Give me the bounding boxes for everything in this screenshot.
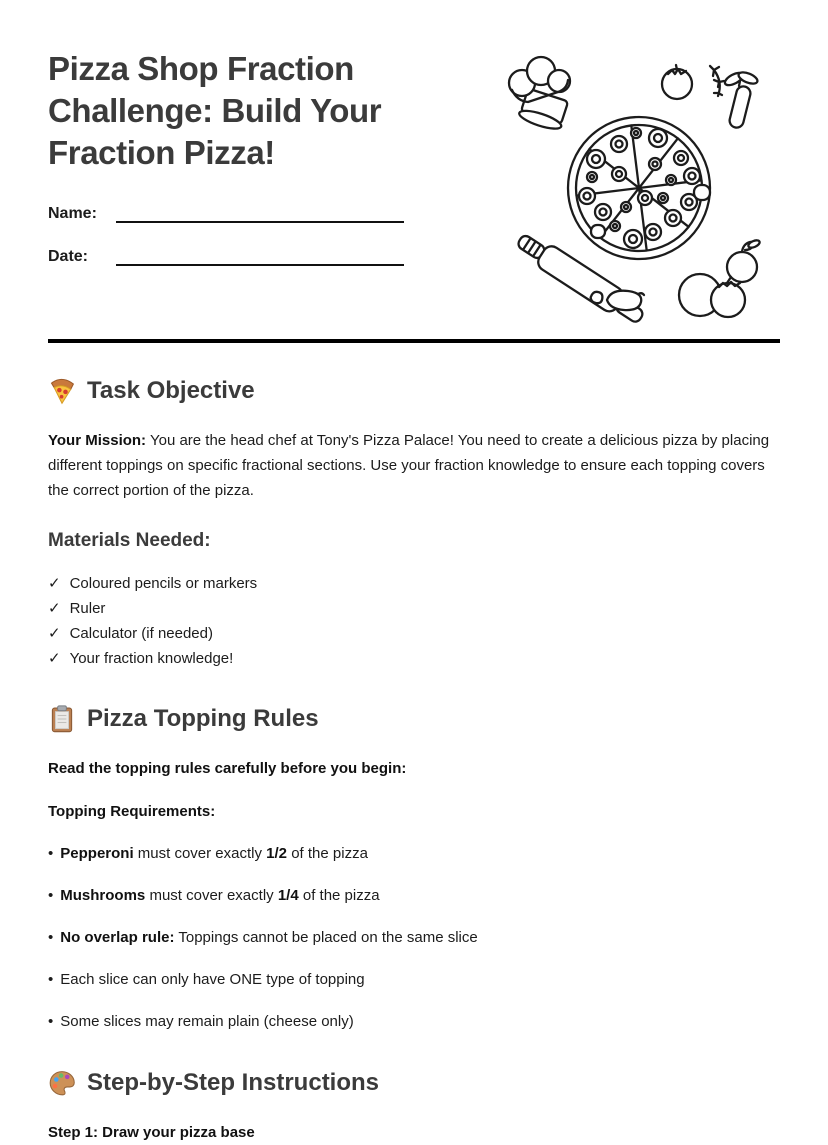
rule-item: • Pepperoni must cover exactly 1/2 of the pizza [48, 841, 780, 866]
herb-sprig-icon [710, 66, 724, 96]
rules-intro: Read the topping rules carefully before you begin: [48, 760, 407, 778]
material-item: ✓ Your fraction knowledge! [48, 646, 780, 671]
palette-icon [48, 1069, 76, 1097]
date-label: Date: [48, 247, 89, 265]
check-icon: ✓ [48, 650, 61, 668]
bullet: • [48, 971, 54, 989]
material-item: ✓ Calculator (if needed) [48, 621, 780, 646]
bullet: • [48, 1013, 54, 1031]
rule-item: • Each slice can only have ONE type of topping [48, 967, 780, 992]
requirements-label: Topping Requirements: [48, 802, 216, 820]
mission-text: You are the head chef at Tony's Pizza Palace! You need to create a delicious pizza by placing different toppings on specific fractional sections. Use your fraction knowledge to ensure each topping covers the correct portion of the pizza. [48, 432, 770, 500]
tomato-icon [662, 65, 692, 99]
date-field-row [48, 244, 493, 266]
topping-rules-heading: Pizza Topping Rules [48, 705, 780, 733]
rules-list [48, 841, 780, 1035]
apple-icon [727, 239, 761, 282]
date-input-line[interactable] [116, 244, 404, 266]
section-divider [48, 339, 780, 343]
eggplant-icon [589, 290, 644, 310]
instructions-heading: Step-by-Step Instructions [48, 1069, 780, 1097]
clipboard-icon [48, 705, 76, 733]
material-item: ✓ Ruler [48, 596, 780, 621]
rule-item: • No overlap rule: Toppings cannot be placed on the same slice [48, 925, 780, 950]
mission-label: Your Mission: [48, 432, 147, 449]
material-item: ✓ Coloured pencils or markers [48, 571, 780, 596]
title-column [48, 44, 493, 318]
bullet: • [48, 929, 54, 947]
name-input-line[interactable] [116, 201, 404, 223]
header [48, 0, 780, 318]
materials-list [48, 571, 780, 672]
pizza-ingredients-illustration [495, 46, 780, 318]
mission-paragraph [48, 428, 780, 504]
page-title: Pizza Shop Fraction Challenge: Build Your Fraction Pizza! [48, 50, 382, 171]
name-label: Name: [48, 204, 97, 222]
rule-item: • Some slices may remain plain (cheese only) [48, 1009, 780, 1034]
chef-hat-icon [509, 57, 570, 132]
check-icon: ✓ [48, 624, 61, 642]
bullet: • [48, 886, 54, 904]
step1-label: Step 1: Draw your pizza base [48, 1123, 255, 1141]
pizza-icon [568, 117, 710, 259]
check-icon: ✓ [48, 574, 61, 592]
check-icon: ✓ [48, 599, 61, 617]
pizza-slice-icon [48, 377, 76, 405]
task-objective-heading: Task Objective [48, 377, 780, 405]
materials-heading: Materials Needed: [48, 529, 211, 551]
rule-item: • Mushrooms must cover exactly 1/4 of the pizza [48, 883, 780, 908]
radish-icon [723, 70, 759, 129]
name-field-row [48, 201, 493, 223]
bullet: • [48, 844, 54, 862]
